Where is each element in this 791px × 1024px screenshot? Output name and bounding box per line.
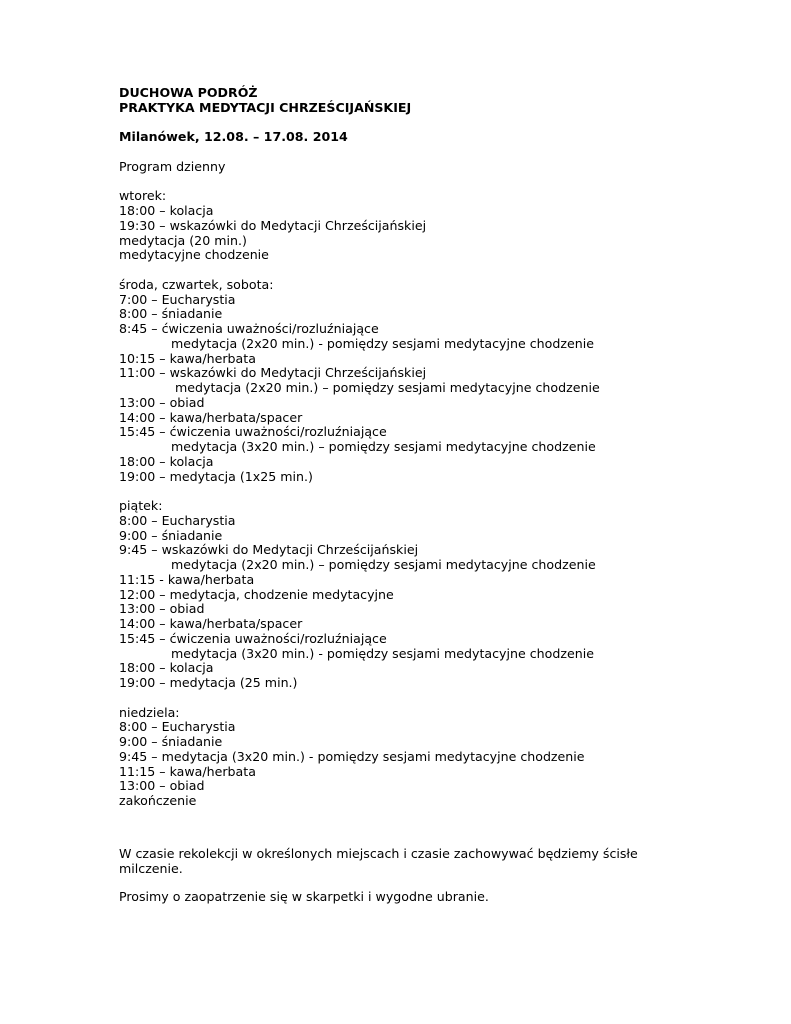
schedule-friday: [119, 499, 719, 691]
schedule-item: 15:45 – ćwiczenia uważności/rozluźniające: [119, 424, 387, 440]
schedule-item: 8:00 – Eucharystia: [119, 719, 236, 735]
spacer: [119, 484, 719, 499]
spacer: [119, 809, 719, 824]
document-subtitle: PRAKTYKA MEDYTACJI CHRZEŚCIJAŃSKIEJ: [119, 99, 412, 115]
schedule-subitem: medytacja (3x20 min.) – pomiędzy sesjami medytacyjne chodzenie: [171, 439, 596, 454]
schedule-item: 14:00 – kawa/herbata/spacer: [119, 409, 303, 425]
schedule-item: 9:45 – medytacja (3x20 min.) - pomiędzy sesjami medytacyjne chodzenie: [119, 748, 585, 764]
document-title: DUCHOWA PODRÓŻ: [119, 85, 258, 100]
day-heading-sunday: niedziela:: [119, 704, 180, 720]
schedule-item: 8:00 – Eucharystia: [119, 512, 236, 528]
schedule-subitem: medytacja (2x20 min.) – pomiędzy sesjami medytacyjne chodzenie: [171, 557, 596, 572]
place-and-date: Milanówek, 12.08. – 17.08. 2014: [119, 129, 348, 145]
schedule-item: 19:00 – medytacja (25 min.): [119, 675, 298, 690]
clothing-note: Prosimy o zaopatrzenie się w skarpetki i wygodne ubranie.: [119, 889, 489, 905]
schedule-item: 18:00 – kolacja: [119, 453, 214, 469]
spacer: [119, 175, 719, 190]
schedule-tuesday: [119, 189, 719, 263]
schedule-item: 14:00 – kawa/herbata/spacer: [119, 616, 303, 631]
spacer: [119, 116, 719, 131]
schedule-item: 11:15 – kawa/herbata: [119, 763, 256, 779]
day-heading-tuesday: wtorek:: [119, 188, 167, 204]
schedule-midweek: [119, 278, 719, 485]
schedule-item: 13:00 – obiad: [119, 601, 205, 617]
schedule-item: 15:45 – ćwiczenia uważności/rozluźniające: [119, 630, 387, 646]
schedule-subitem: medytacja (2x20 min.) – pomiędzy sesjami medytacyjne chodzenie: [175, 380, 600, 395]
schedule-item: 18:00 – kolacja: [119, 660, 214, 676]
schedule-item: 9:00 – śniadanie: [119, 734, 223, 749]
schedule-sunday: [119, 706, 719, 809]
spacer: [119, 876, 719, 891]
schedule-item: 7:00 – Eucharystia: [119, 291, 236, 307]
schedule-item: 11:00 – wskazówki do Medytacji Chrześcijańskiej: [119, 365, 427, 381]
schedule-item: 19:30 – wskazówki do Medytacji Chrześcijańskiej: [119, 217, 427, 233]
schedule-item: 9:45 – wskazówki do Medytacji Chrześcijańskiej: [119, 542, 419, 558]
day-heading-midweek: środa, czwartek, sobota:: [119, 276, 274, 292]
schedule-item: 13:00 – obiad: [119, 394, 205, 410]
schedule-item: zakończenie: [119, 793, 197, 808]
schedule-item: 13:00 – obiad: [119, 778, 205, 794]
spacer: [119, 691, 719, 706]
day-heading-friday: piątek:: [119, 498, 163, 513]
schedule-subitem: medytacja (2x20 min.) - pomiędzy sesjami medytacyjne chodzenie: [171, 335, 594, 351]
schedule-item: 12:00 – medytacja, chodzenie medytacyjne: [119, 586, 394, 602]
document-body: [119, 86, 719, 905]
spacer: [119, 824, 719, 846]
schedule-subitem: medytacja (3x20 min.) - pomiędzy sesjami medytacyjne chodzenie: [171, 645, 594, 661]
schedule-item: medytacja (20 min.): [119, 232, 247, 248]
schedule-item: 18:00 – kolacja: [119, 203, 214, 218]
spacer: [119, 145, 719, 160]
schedule-item: 10:15 – kawa/herbata: [119, 350, 256, 366]
schedule-item: 8:45 – ćwiczenia uważności/rozluźniające: [119, 321, 379, 336]
schedule-item: 8:00 – śniadanie: [119, 306, 223, 322]
schedule-item: medytacyjne chodzenie: [119, 247, 269, 263]
spacer: [119, 263, 719, 278]
schedule-item: 9:00 – śniadanie: [119, 527, 223, 543]
schedule-item: 19:00 – medytacja (1x25 min.): [119, 468, 313, 484]
schedule-item: 11:15 - kawa/herbata: [119, 571, 255, 587]
program-label: Program dzienny: [119, 158, 226, 174]
silence-note: W czasie rekolekcji w określonych miejscach i czasie zachowywać będziemy ścisłe milczenie.: [119, 845, 638, 876]
